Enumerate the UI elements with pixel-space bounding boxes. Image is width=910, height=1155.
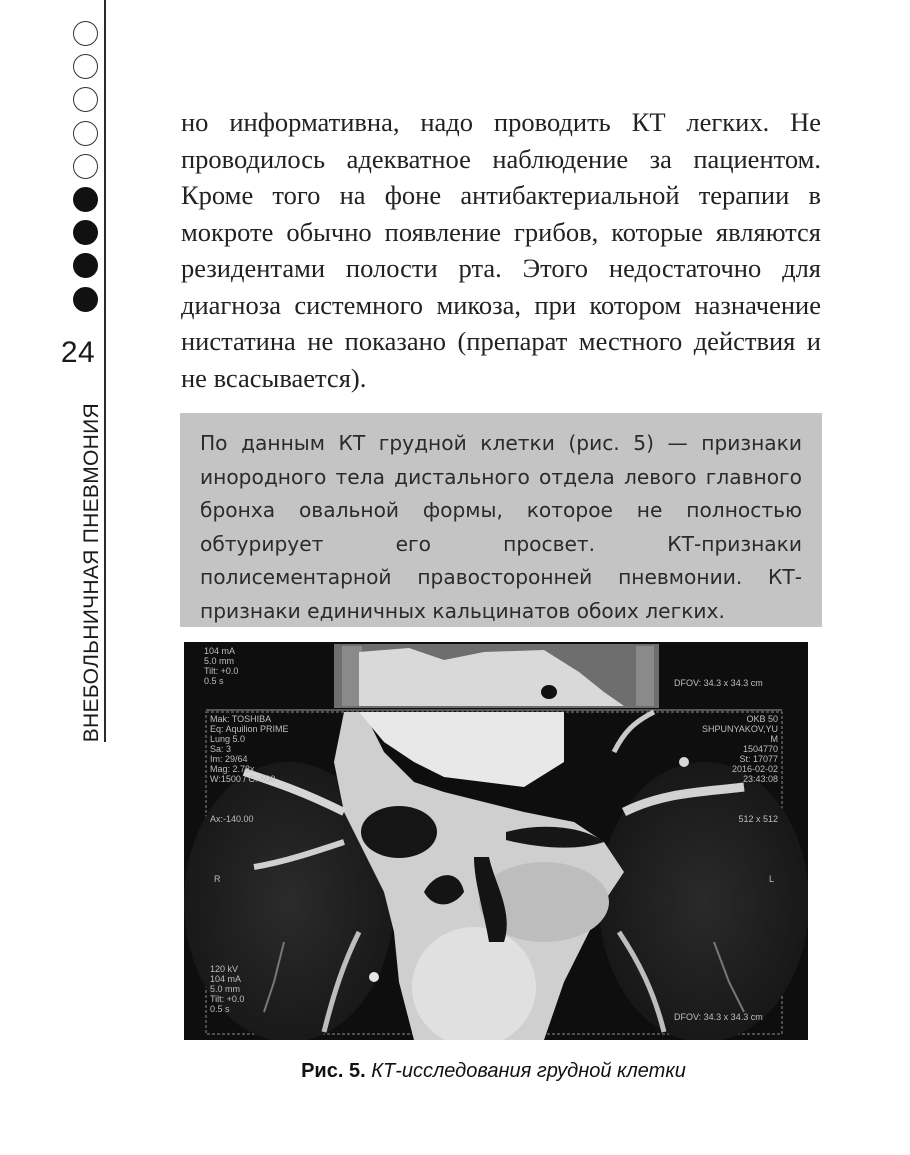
ct-orientation-left: L (769, 874, 775, 884)
ct-right-info-line: SHPUNYAKOV,YU (701, 724, 778, 734)
ct-left-info-line: Im: 29/64 (210, 754, 248, 764)
ct-top-left-line: Tilt: +0.0 (204, 666, 239, 676)
ct-left-info-line: Mag: 2.78x (210, 764, 255, 774)
running-head (80, 397, 104, 742)
ct-left-info-line: Lung 5.0 (210, 734, 246, 744)
section-marker-empty (73, 121, 98, 146)
page-number: 24 (60, 336, 96, 369)
margin-rule (104, 0, 106, 742)
ct-bottom-left-line: 120 kV (210, 964, 239, 974)
ct-left-info-line: Eq: Aquilion PRIME (210, 724, 289, 734)
ct-bottom-left-line: 5.0 mm (210, 984, 241, 994)
ct-bottom-left-line: 0.5 s (210, 1004, 230, 1014)
ct-left-info-line: Mak: TOSHIBA (210, 714, 272, 724)
caption-text: КТ-исследования грудной клетки (371, 1060, 686, 1082)
caption-label: Рис. 5. (301, 1060, 366, 1082)
section-marker-filled (73, 287, 98, 312)
ct-right-info-line: 23:43:08 (742, 774, 778, 784)
ct-right-info-line: 1504770 (742, 744, 778, 754)
callout-text: По данным КТ грудной клетки (рис. 5) — признаки инородного тела дистального отдела левого главного бронха овальной формы, которое не полностью обтурирует его просвет. КТ-признаки полисементарной правосторонней пневмонии. КТ-признаки единичных кальцинатов обоих легких. (200, 431, 802, 623)
figure-caption (0, 1060, 910, 1083)
section-marker-empty (73, 87, 98, 112)
ct-top-left-line: 104 mA (204, 646, 236, 656)
ct-matrix: 512 x 512 (738, 814, 778, 824)
section-marker-filled (73, 187, 98, 212)
section-marker-filled (73, 220, 98, 245)
ct-left-info-line: Sa: 3 (210, 744, 232, 754)
ct-left-info-line: W:1500 / C:-500 (210, 774, 276, 784)
body-paragraph: но информативна, надо проводить КТ легких. Не проводилось адекватное наблюдение за пациентом. Кроме того на фоне антибактериальной терапии в мокроте обычно появление грибов, которые являются резидентами полости рта. Этого недостаточно для диагноза системного микоза, при котором назначение нистатина не показано (препарат местного действия и не всасывается). (181, 107, 821, 393)
ct-bottom-right-dfov: DFOV: 34.3 x 34.3 cm (674, 1012, 763, 1022)
callout-box (180, 413, 822, 627)
ct-scan-drawing (184, 642, 808, 1040)
ct-top-left-line: 0.5 s (204, 676, 224, 686)
ct-scan-image (184, 642, 808, 1040)
ct-right-info-line: M (770, 734, 778, 744)
ct-top-left-line: 5.0 mm (204, 656, 235, 666)
section-markers (73, 21, 103, 320)
ct-bottom-left-line: 104 mA (210, 974, 242, 984)
ct-top-right-dfov: DFOV: 34.3 x 34.3 cm (674, 678, 763, 688)
ct-right-info-line: 2016-02-02 (731, 764, 778, 774)
section-marker-empty (73, 21, 98, 46)
running-head-text: ВНЕБОЛЬНИЧНАЯ ПНЕВМОНИЯ (80, 402, 103, 742)
ct-right-info-line: St: 17077 (739, 754, 778, 764)
ct-bottom-left-line: Tilt: +0.0 (210, 994, 245, 1004)
ct-right-info-line: OKB 50 (746, 714, 778, 724)
ct-orientation-right: R (214, 874, 221, 884)
section-marker-filled (73, 253, 98, 278)
section-marker-empty (73, 154, 98, 179)
section-marker-empty (73, 54, 98, 79)
ct-axial-position: Ax:-140.00 (210, 814, 254, 824)
